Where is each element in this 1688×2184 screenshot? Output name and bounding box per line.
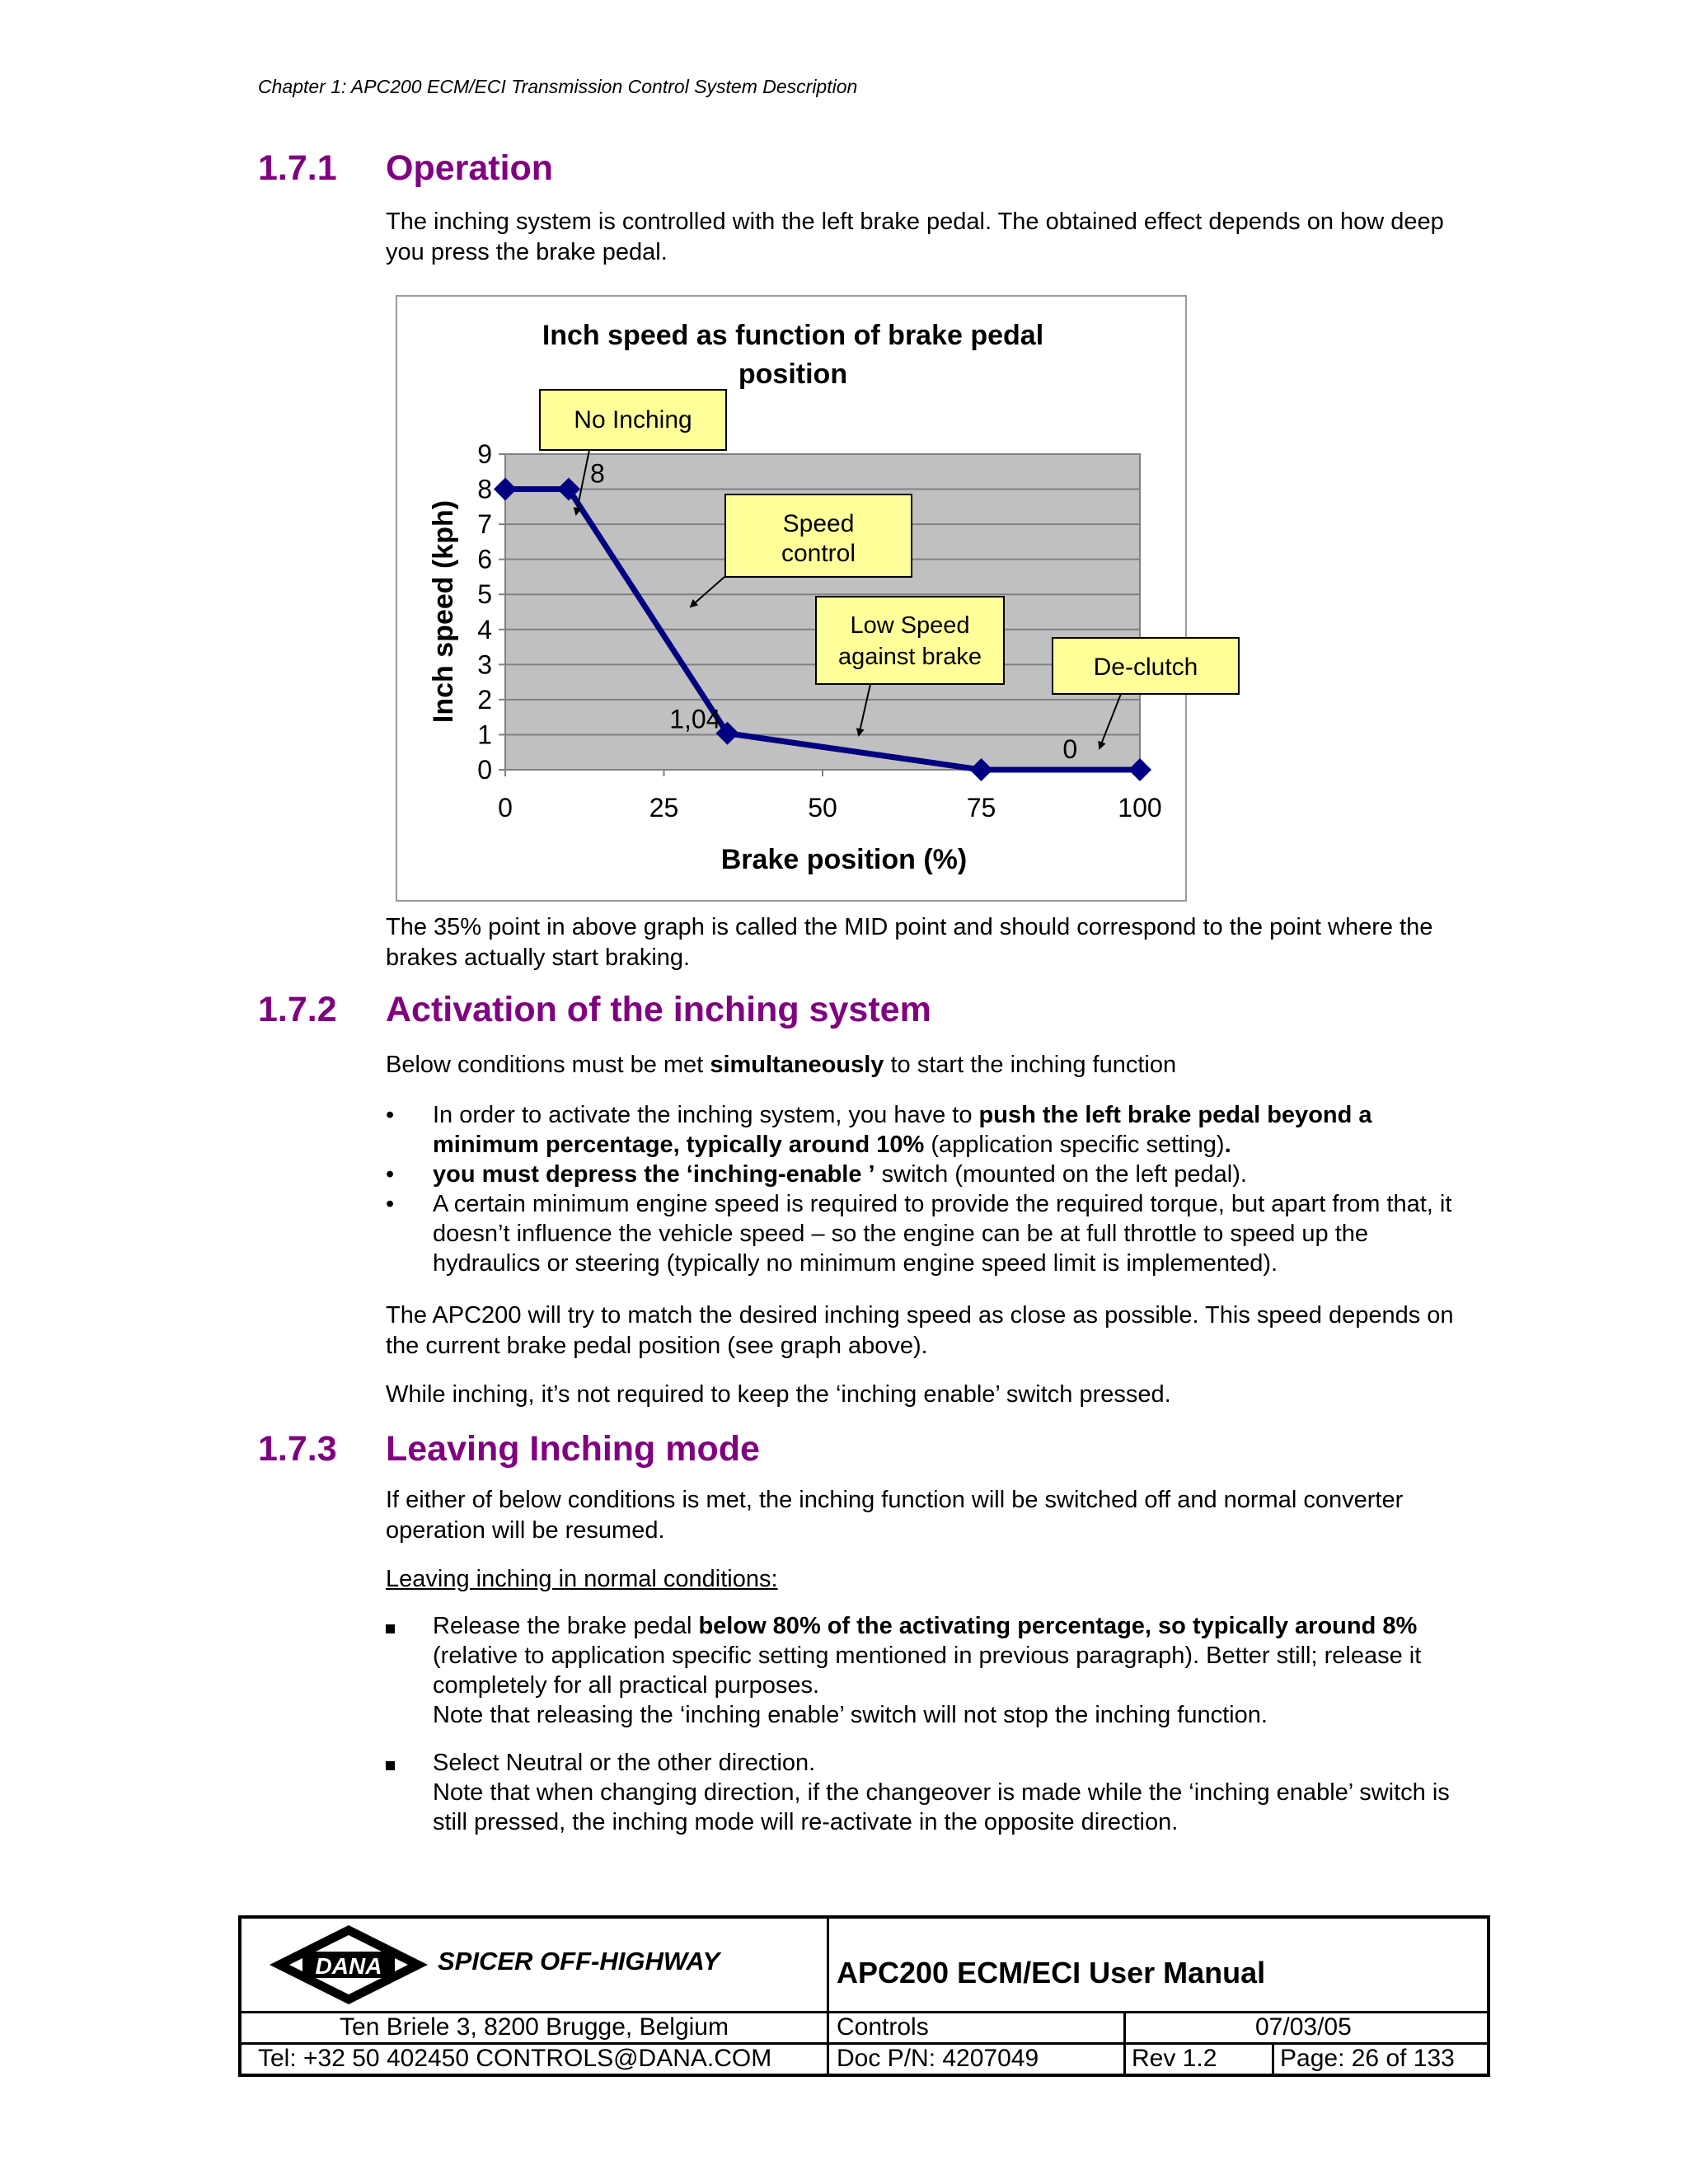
bullet: •	[386, 1161, 395, 1188]
list-item-note: Note that releasing the ‘inching enable’ switch will not stop the inching function.	[433, 1702, 1268, 1728]
activation-intro-text-end: to start the inching function	[884, 1052, 1177, 1078]
list-item	[386, 1100, 1482, 1160]
bullet: •	[386, 1102, 395, 1128]
y-axis-label: Inch speed (kph)	[428, 499, 459, 724]
activation-intro-emphasis: simultaneously	[710, 1052, 884, 1078]
callout-text: No Inching	[574, 406, 692, 434]
x-tick-label: 50	[808, 793, 837, 823]
brand-name: SPICER OFF-HIGHWAY	[438, 1947, 720, 1975]
callout-text: Speed	[782, 510, 855, 537]
section-title-activation: Activation of the inching system	[386, 990, 931, 1029]
activation-conditions-list	[386, 1100, 1482, 1278]
activation-intro-text: Below conditions must be met	[386, 1052, 710, 1078]
chapter-header: Chapter 1: APC200 ECM/ECI Transmission Control System Description	[258, 76, 858, 97]
operation-intro: The inching system is controlled with the left brake pedal. The obtained effect depends on how deep you press the brake pedal.	[386, 209, 1444, 265]
revision: Rev 1.2	[1132, 2045, 1217, 2072]
x-tick-label: 100	[1118, 793, 1162, 823]
list-item	[386, 1189, 1482, 1278]
list-item-text: Select Neutral or the other direction.	[433, 1750, 816, 1776]
list-item-text: (relative to application specific setting mentioned in previous paragraph). Better still; release it completely for all practical purposes.	[433, 1643, 1422, 1699]
logo-text: DANA	[315, 1953, 382, 1979]
data-label: 0	[1062, 734, 1078, 764]
y-tick-label: 5	[477, 579, 492, 610]
date: 07/03/05	[1255, 2013, 1352, 2041]
y-tick-labels	[477, 439, 492, 785]
list-item-text: switch (mounted on the left pedal).	[874, 1161, 1247, 1188]
callout-text: control	[781, 540, 856, 567]
address: Ten Briele 3, 8200 Brugge, Belgium	[340, 2013, 729, 2041]
y-tick-label: 2	[477, 684, 492, 715]
y-tick-label: 6	[477, 544, 492, 574]
leaving-intro: If either of below conditions is met, the inching function will be switched off and normal converter operation will be resumed.	[386, 1487, 1404, 1544]
callout-text: De-clutch	[1093, 654, 1198, 681]
manual-title: APC200 ECM/ECI User Manual	[837, 1956, 1266, 1990]
chart-title-line-1: Inch speed as function of brake pedal	[542, 320, 1044, 351]
x-tick-label: 25	[649, 793, 679, 823]
list-item	[386, 1160, 1482, 1189]
y-tick-label: 3	[477, 649, 492, 680]
leaving-subheading: Leaving inching in normal conditions:	[386, 1566, 778, 1592]
y-tick-label: 8	[477, 474, 492, 504]
list-item-period: .	[1224, 1132, 1231, 1158]
section-title-leaving: Leaving Inching mode	[386, 1429, 760, 1469]
y-tick-label: 4	[477, 614, 492, 644]
list-item-note: Note that when changing direction, if the changeover is made while the ‘inching enable’ switch is still pressed, the inching mode will re-activate in the opposite direction.	[433, 1779, 1450, 1835]
y-tick-label: 1	[477, 719, 492, 750]
section-title-operation: Operation	[386, 148, 554, 188]
section-number-1-7-1: 1.7.1	[258, 148, 337, 188]
list-item	[386, 1748, 1482, 1837]
list-item-text: Release the brake pedal	[433, 1613, 699, 1639]
department: Controls	[837, 2013, 929, 2041]
chart-frame	[396, 295, 1198, 902]
y-tick-label: 9	[477, 439, 492, 469]
callout-text: against brake	[837, 644, 982, 670]
while-inching-paragraph: While inching, it’s not required to keep the ‘inching enable’ switch pressed.	[386, 1381, 1171, 1408]
list-item-emphasis: push the left brake pedal beyond a minimum percentage, typically around 10%	[433, 1102, 1372, 1158]
y-tick-label: 0	[477, 755, 492, 785]
x-tick-label: 0	[498, 793, 513, 823]
activation-intro	[386, 1050, 1482, 1080]
page-number: Page: 26 of 133	[1280, 2045, 1455, 2072]
list-item-emphasis: you must depress the ‘inching-enable ’	[433, 1161, 875, 1188]
square-bullet	[386, 1611, 410, 1641]
bullet: •	[386, 1191, 395, 1217]
section-number-1-7-2: 1.7.2	[258, 990, 337, 1029]
chart-title-line-2: position	[738, 359, 848, 390]
list-item	[386, 1611, 1482, 1730]
section-number-1-7-3: 1.7.3	[258, 1429, 337, 1469]
inch-speed-chart	[397, 297, 1198, 900]
x-axis-label: Brake position (%)	[720, 844, 968, 875]
callout-text: Low Speed	[850, 612, 970, 639]
list-item-text: A certain minimum engine speed is required to provide the required torque, but apart from that, it doesn’t influence the vehicle speed – so the engine can be at full throttle to speed up the hydraulics or steering (typically no minimum engine speed limit is implemented).	[433, 1191, 1452, 1277]
list-item-text: (application specific setting)	[924, 1132, 1225, 1158]
match-paragraph: The APC200 will try to match the desired inching speed as close as possible. This speed depends on the current brake pedal position (see graph above).	[386, 1302, 1454, 1359]
y-tick-label: 7	[477, 509, 492, 540]
data-label: 8	[590, 458, 605, 489]
data-label: 1,04	[669, 704, 721, 734]
list-item-emphasis: below 80% of the activating percentage, so typically around 8%	[698, 1613, 1418, 1639]
dana-logo	[266, 1922, 431, 2012]
square-bullet	[386, 1748, 410, 1778]
mid-point-note: The 35% point in above graph is called the MID point and should correspond to the point where the brakes actually start braking.	[386, 914, 1433, 971]
leaving-conditions-list	[386, 1611, 1482, 1837]
doc-pn: Doc P/N: 4207049	[837, 2045, 1039, 2072]
x-tick-label: 75	[966, 793, 996, 823]
list-item-text: In order to activate the inching system, you have to	[433, 1102, 979, 1128]
x-tick-labels	[498, 793, 1162, 823]
callout-box	[816, 597, 1004, 684]
contact: Tel: +32 50 402450 CONTROLS@DANA.COM	[258, 2045, 772, 2072]
footer-table	[238, 1915, 1490, 2077]
